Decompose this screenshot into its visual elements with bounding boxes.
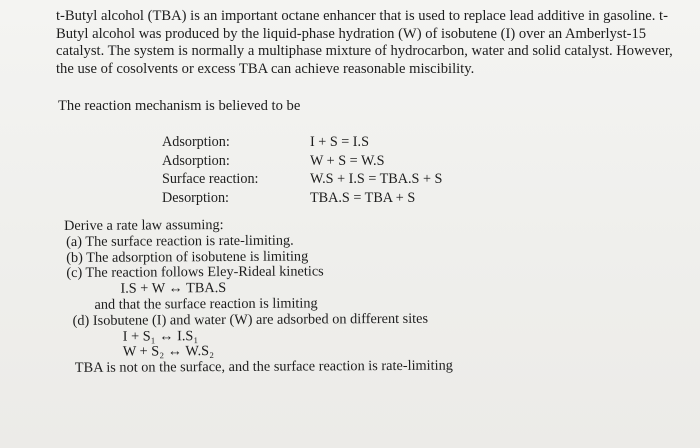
step-equation: W + S = W.S bbox=[310, 152, 385, 169]
intro-line: t-Butyl alcohol (TBA) is an important octane enhancer that is used to replace lead additive in gasoline. t- bbox=[56, 8, 668, 24]
derive-section bbox=[64, 217, 453, 377]
question-d-equation-2: W + S₂ ↔ W.S₂ bbox=[122, 343, 215, 361]
question-b: (b) The adsorption of isobutene is limiting bbox=[66, 248, 309, 266]
step-label: Desorption: bbox=[162, 189, 229, 206]
question-c-note: and that the surface reaction is limiting bbox=[94, 295, 318, 313]
intro-line: the use of cosolvents or excess TBA can achieve reasonable miscibility. bbox=[56, 60, 475, 77]
step-equation: I + S = I.S bbox=[310, 134, 369, 150]
step-label: Surface reaction: bbox=[162, 171, 259, 187]
step-label: Adsorption: bbox=[162, 134, 230, 150]
step-equation: TBA.S = TBA + S bbox=[310, 189, 416, 206]
intro-line: Butyl alcohol was produced by the liquid-phase hydration (W) of isobutene (I) over an Amberlyst-15 bbox=[56, 25, 647, 42]
derive-heading: Derive a rate law assuming: bbox=[63, 217, 224, 234]
step-equation: W.S + I.S = TBA.S + S bbox=[310, 171, 443, 187]
intro-line: catalyst. The system is normally a multiphase mixture of hydrocarbon, water and solid catalyst. However, bbox=[56, 43, 673, 59]
question-a: (a) The surface reaction is rate-limiting. bbox=[66, 232, 294, 250]
question-d: (d) Isobutene (I) and water (W) are adsorbed on different sites bbox=[72, 310, 429, 329]
question-d-equation-1: I + S₁ ↔ I.S₁ bbox=[122, 327, 199, 345]
question-d-note: TBA is not on the surface, and the surface reaction is rate-limiting bbox=[74, 357, 453, 377]
mechanism-lead: The reaction mechanism is believed to be bbox=[58, 98, 301, 114]
step-label: Adsorption: bbox=[162, 152, 230, 169]
intro-paragraph bbox=[56, 8, 696, 78]
question-c-equation: I.S + W ↔ TBA.S bbox=[120, 280, 227, 297]
question-c: (c) The reaction follows Eley-Rideal kinetics bbox=[66, 263, 324, 282]
